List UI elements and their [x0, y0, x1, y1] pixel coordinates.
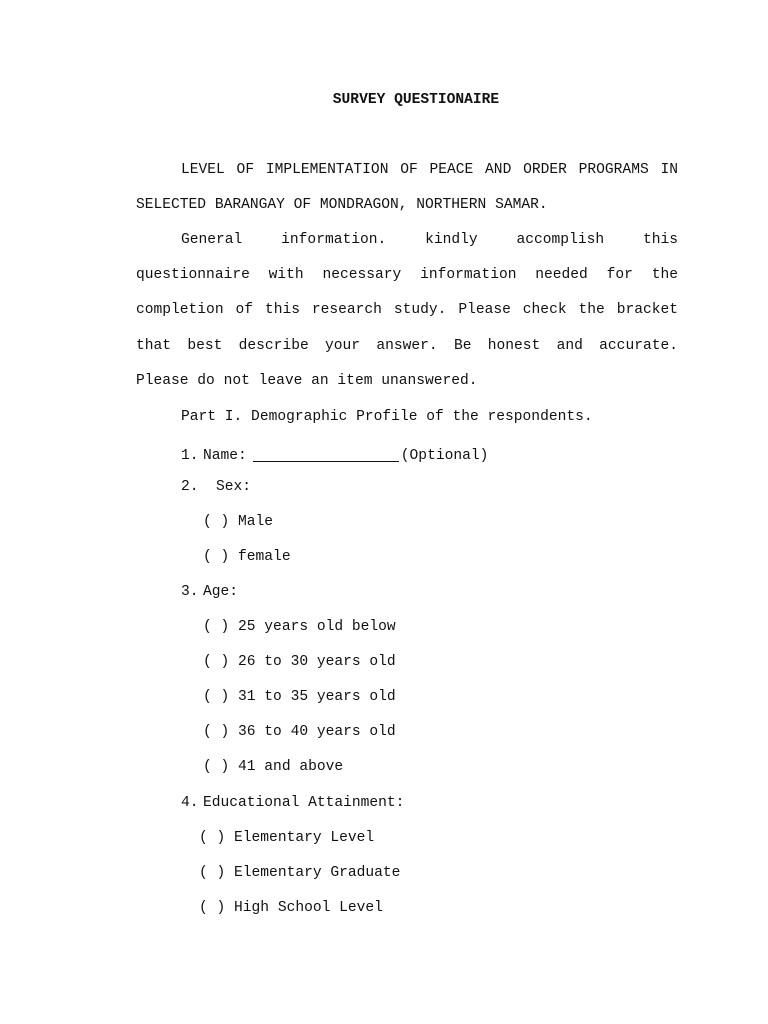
question-label: Age:: [203, 584, 239, 600]
option-age-41-above[interactable]: ( ) 41 and above: [203, 759, 344, 775]
option-female[interactable]: ( ) female: [203, 549, 291, 565]
part1-heading: Part I. Demographic Profile of the respondents.: [181, 409, 593, 425]
option-age-36-40[interactable]: ( ) 36 to 40 years old: [203, 724, 396, 740]
option-age-25-below[interactable]: ( ) 25 years old below: [203, 619, 396, 635]
question-label: Sex:: [216, 479, 252, 495]
heading-paragraph: [136, 153, 678, 223]
option-age-26-30[interactable]: ( ) 26 to 30 years old: [203, 654, 396, 670]
question-age: [181, 584, 238, 600]
name-blank-field[interactable]: [253, 447, 399, 462]
document-title: SURVEY QUESTIONAIRE: [332, 92, 500, 108]
optional-note: (Optional): [400, 448, 489, 464]
question-label: Name:: [203, 448, 247, 464]
question-educational-attainment: [181, 795, 404, 811]
question-name: [181, 444, 488, 464]
question-number: 2.: [181, 479, 199, 495]
question-label: Educational Attainment:: [203, 795, 405, 811]
general-information-paragraph: [136, 223, 678, 399]
question-number: 3.: [181, 584, 199, 600]
option-age-31-35[interactable]: ( ) 31 to 35 years old: [203, 689, 396, 705]
general-information-text: General information. kindly accomplish this questionnaire with necessary information needed for the completion of this research study. Please check the bracket that best describe your answer. Be honest and accurate. Please do not leave an item unanswered.: [136, 232, 678, 389]
question-number: 4.: [181, 795, 199, 811]
option-elementary-level[interactable]: ( ) Elementary Level: [199, 830, 375, 846]
option-male[interactable]: ( ) Male: [203, 514, 274, 530]
option-elementary-graduate[interactable]: ( ) Elementary Graduate: [199, 865, 401, 881]
question-sex: [181, 479, 251, 495]
heading-paragraph-text: LEVEL OF IMPLEMENTATION OF PEACE AND ORDER PROGRAMS IN SELECTED BARANGAY OF MONDRAGON, NORTHERN SAMAR.: [136, 162, 678, 214]
option-high-school-level[interactable]: ( ) High School Level: [199, 900, 383, 916]
question-number: 1.: [181, 448, 199, 464]
